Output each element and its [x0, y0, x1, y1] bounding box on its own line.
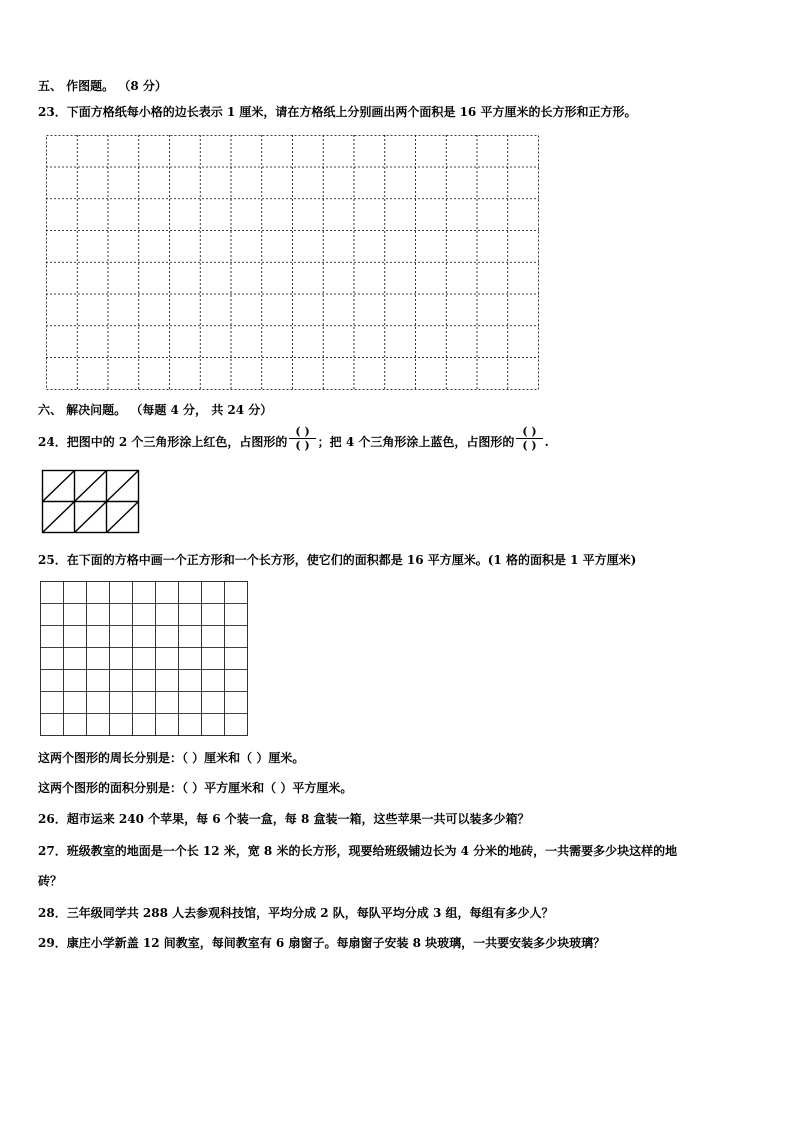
- question-29: 29．康庄小学新盖 12 间教室，每间教室有 6 扇窗子。每扇窗子安装 8 块玻璃，一共要安装多少块玻璃？: [38, 936, 606, 950]
- fraction-numerator: ( ): [295, 425, 310, 438]
- fraction-numerator: ( ): [522, 425, 537, 438]
- q24-text-part3: .: [544, 435, 549, 449]
- area-answer-line: 这两个图形的面积分别是：（ ）平方厘米和（ ）平方厘米。: [38, 781, 353, 795]
- section-5-heading: 五、 作图题。 （8 分）: [38, 79, 167, 93]
- q24-text-part1: 24．把图中的 2 个三角形涂上红色，占图形的: [38, 435, 288, 449]
- section-6-heading: 六、 解决问题。 （每题 4 分， 共 24 分）: [38, 403, 273, 417]
- fraction-denominator: ( ): [522, 439, 537, 452]
- question-26: 26．超市运来 240 个苹果，每 6 个装一盒，每 8 盒装一箱，这些苹果一共可以装多少箱？: [38, 812, 530, 826]
- perimeter-answer-line: 这两个图形的周长分别是：（ ）厘米和（ ）厘米。: [38, 751, 305, 765]
- question-28: 28．三年级同学共 288 人去参观科技馆，平均分成 2 队，每队平均分成 3 组，每组有多少人？: [38, 906, 554, 920]
- q24-fraction-red[interactable]: [289, 425, 315, 452]
- q24-triangle-figure[interactable]: [42, 470, 140, 534]
- question-24: [38, 425, 549, 452]
- q24-fraction-blue[interactable]: [516, 425, 542, 452]
- q24-text-part2: ；把 4 个三角形涂上蓝色，占图形的: [317, 435, 515, 449]
- question-27-line2: 砖？: [38, 874, 63, 888]
- q23-grid-paper[interactable]: [46, 135, 540, 391]
- fraction-denominator: ( ): [295, 439, 310, 452]
- question-27-line1: 27．班级教室的地面是一个长 12 米，宽 8 米的长方形，现要给班级铺边长为 4 分米的地砖，一共需要多少块这样的地: [38, 844, 678, 858]
- q25-grid[interactable]: [40, 581, 250, 737]
- question-23: 23．下面方格纸每小格的边长表示 1 厘米，请在方格纸上分别画出两个面积是 16 平方厘米的长方形和正方形。: [38, 105, 637, 119]
- question-25: 25．在下面的方格中画一个正方形和一个长方形，使它们的面积都是 16 平方厘米。(1 格的面积是 1 平方厘米): [38, 553, 637, 567]
